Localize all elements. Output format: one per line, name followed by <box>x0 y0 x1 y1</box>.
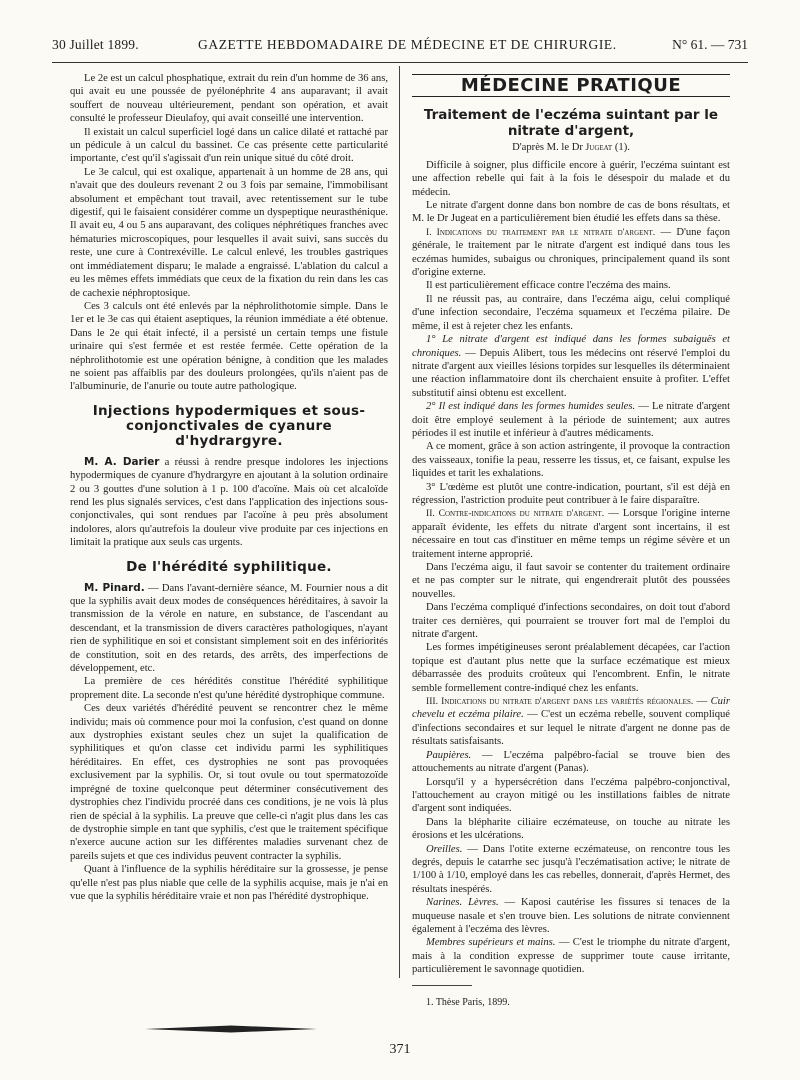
paragraph-text: — Kaposi cautérise les fissures si tenaces de la muqueuse nasale et s'en trouve bien. Les solutions de nitrate conviennent également à l'eczéma des lèvres. <box>412 897 730 935</box>
paragraph: 3° L'œdème est plutôt une contre-indication, pourtant, s'il est déjà en régression, l'astriction produite peut contribuer à le faire disparaître. <box>412 481 730 506</box>
paragraph <box>412 896 730 936</box>
paragraph-text: — Dans l'avant-dernière séance, M. Fournier nous a dit que la syphilis avait deux modes de conséquences héréditaires, à savoir la transmission de la vérole en nature, en substance, de l'ascendant au descendant, et la transmission de divers caractères pathologiques, n'ayant rien de syphilitique en soi et consistant simplement soit en des infériorités de constitution, soit en des retards, des arrêts, des imperfections de développement, etc. <box>70 582 388 675</box>
paragraph-text: — Le nitrate d'argent doit être employé seulement à la période de suintement; aux autres périodes il est inutile et inférieur à d'autres médicaments. <box>412 401 731 439</box>
paragraph-text: — Depuis Alibert, tous les médecins ont réservé l'emploi du nitrate d'argent aux vieilles lésions torpides sur lesquelles ils déterminaient une réaction inflammatoire dont ils cherchaient ensuite à profiter. L'effet substitutif ainsi obtenu est excellent. <box>412 347 730 399</box>
paragraph: Le 3e calcul, qui est oxalique, appartenait à un homme de 28 ans, qui n'avait que des douleurs revenant 2 ou 3 fois par semaine, l'immobilisant absolument et empêchant tout travail, avec retentissement sur le tube digestif, qui le faisaient considérer comme un dyspeptique neurasthénique. Il avait eu, 4 ou 5 ans auparavant, des coliques néphrétiques franches avec hématuries microscopiques, pour lesquelles il avait suivi, sans succès du reste, une cure à Contrexéville. Le calcul enlevé, les troubles gastriques ont immédiatement disparu; le malade a engraissé. L'ablation du calcul a eu les mêmes effets immédiats que ceux de la fixation du rein dans les cas de cachexie néphroptosique. <box>70 166 388 299</box>
paragraph: Dans la blépharite ciliaire eczémateuse, on touche au nitrate les érosions et les ulcérations. <box>412 816 730 842</box>
paragraph-text: — Dans l'otite externe eczémateuse, on rencontre tous les degrés, depuis le catarrhe sec jusqu'à l'eczématisation active; le nitrate de 1/100 à 1/10, employé dans les cas rebelles, donnerait, d'après Hermet, des résultats inespérés. <box>412 843 730 895</box>
rubric-title: MÉDECINE PRATIQUE <box>412 74 730 97</box>
section-title-injections: Injections hypodermiques et sous-conjonctivales de cyanure d'hydrargyre. <box>92 402 366 449</box>
paragraph: Ces 3 calculs ont été enlevés par la néphrolithotomie simple. Dans le 1er et le 3e cas qui étaient aseptiques, la réunion immédiate a été obtenue. Dans le 2e qui était infecté, il a persisté un certain temps une fistule urinaire qui s'est fermée et est restée fermée. Cette opération de la néphrolithotomie est une opération bénigne, à condition que les malades ne soient pas affaiblis par des douleurs prolongées, qu'ils n'aient pas de l'albuminurie, de l'anurie ou toute autre pathologique. <box>70 300 388 393</box>
paragraph <box>412 400 730 440</box>
subheading: II. Contre-indications du nitrate d'argent. <box>426 508 605 520</box>
subheading-region: Cuir chevelu et eczéma pilaire. <box>412 696 730 721</box>
paragraph <box>412 843 730 897</box>
paragraph: Ces deux variétés d'hérédité peuvent se rencontrer chez le même individu; mais où commence pour moi la confusion, c'est quand on donne aux dystrophies existant seules chez un sujet la qualification de syphilitiques et qu'on classe cet individu parmi les syphilitiques héréditaires. En effet, ces dystrophies ne sont pas provoquées exclusivement par la syphilis. Or, si tout ovule ou tout spermatozoïde imprégné de toxine quelconque peut déterminer consécutivement des dystrophies chez l'individu procréé dans ces conditions, je ne vois là plus rien de spécial à la syphilis. La preuve que celle-ci n'agit plus dans les cas de dystrophie simple en tant que syphilis, c'est que le traitement spécifique n'exerce aucune action sur les différentes maladies survenant chez de pareils sujets et que ces individus peuvent contracter la syphilis. <box>70 703 388 862</box>
paragraph: Lorsqu'il y a hypersécrétion dans l'eczéma palpébro-conjonctival, l'attouchement au crayon mitigé ou les instillations faibles de nitrate d'argent sont indiquées. <box>412 776 730 815</box>
article-byline <box>412 141 730 154</box>
paragraph: Quant à l'influence de la syphilis héréditaire sur la grossesse, je pense qu'elle n'est pas plus niable que celle de la syphilis acquise, mais je n'ai en vue que la syphilis héréditaire vraie et non pas l'hérédité dystrophique. <box>70 864 388 902</box>
subheading: III. Indications du nitrate d'argent dans les variétés régionales. <box>426 696 694 708</box>
paragraph: La première de ces hérédités constitue l'hérédité syphilitique proprement dite. La seconde n'est qu'une hérédité dystrophique commune. <box>70 676 388 701</box>
paragraph <box>412 749 730 776</box>
byline-note: (1). <box>612 142 630 154</box>
paragraph: Le 2e est un calcul phosphatique, extrait du rein d'un homme de 36 ans, qui avait eu une poussée de pyélonéphrite 4 ans auparavant; il avait souffert de nouveau ultérieurement, pendant son opération, et avait consulté le professeur Dieulafoy, qui avait conseillé une intervention. <box>70 73 388 125</box>
paragraph <box>412 936 730 976</box>
subheading-region: Narines. Lèvres. <box>426 897 499 909</box>
paragraph: Dans l'eczéma aigu, il faut savoir se contenter du traitement ordinaire et ne pas compter sur le nitrate, qui engendrerait plutôt des poussées nouvelles. <box>412 562 730 600</box>
author-name: M. Pinard. <box>84 581 145 594</box>
paragraph <box>70 582 388 676</box>
paragraph: Le nitrate d'argent donne dans bon nombre de cas de bons résultats, et M. le Dr Jugeat en a particulièrement bien étudié les effets dans sa thèse. <box>412 200 730 225</box>
paragraph-text: — L'eczéma palpébro-facial se trouve bien des attouchements au nitrate d'argent (Panas). <box>412 749 730 775</box>
article-title: Traitement de l'eczéma suintant par le nitrate d'argent, <box>423 107 719 140</box>
paragraph-text: — C'est le triomphe du nitrate d'argent, mais à la condition expresse de supprimer toute cause irritante, particulièrement le savonnage quotidien. <box>412 937 730 976</box>
end-ornament <box>145 1024 317 1034</box>
header-rule <box>52 62 748 63</box>
author-name: M. A. Darier <box>84 455 160 468</box>
paragraph-text: — D'une façon générale, le traitement par le nitrate d'argent est indiqué dans tous les eczémas humides, subaigus ou chroniques, principalement quand ils sont d'origine externe. <box>412 226 730 279</box>
subheading: 2° Il est indiqué dans les formes humides seules. <box>426 401 636 413</box>
right-column <box>412 72 730 1009</box>
header-issue-page: N° 61. — 731 <box>672 37 748 52</box>
paragraph: Les formes impétigineuses seront préalablement décapées, car l'action topique est d'autant plus nette que la surface eczématique est mieux débarrassée des produits croûteux qui l'encombrent. Enfin, le nitrate semble formellement contre-indiqué chez les enfants. <box>412 642 730 694</box>
paragraph <box>412 507 730 561</box>
section-title-heredite: De l'hérédité syphilitique. <box>126 558 332 575</box>
paragraph-text: — C'est un eczéma rebelle, souvent compliqué d'infections secondaires et sur lequel le nitrate d'argent ne donne pas de résultats satisfaisants. <box>412 709 731 748</box>
paragraph <box>412 226 730 280</box>
subheading: 1° Le nitrate d'argent est indiqué dans les formes subaiguës et chroniques. <box>412 334 730 359</box>
paragraph: Dans l'eczéma compliqué d'infections secondaires, on doit tout d'abord traiter ces dernières, qui pourraient se trouver fort mal de l'emploi du nitrate d'argent. <box>412 602 730 641</box>
page-number: 371 <box>389 1042 411 1057</box>
paragraph: Difficile à soigner, plus difficile encore à guérir, l'eczéma suintant est une affection rebelle qui fait à la fois le désespoir du malade et du médecin. <box>412 159 730 198</box>
paragraph: Il est particulièrement efficace contre l'eczéma des mains. <box>426 280 671 292</box>
paragraph-text: a réussi à rendre presque indolores les injections hypodermiques de cyanure d'hydrargyre en ajoutant à la solution ordinaire 2 ou 3 gouttes d'une solution à 1 p. 100 d'acoïne. Mais où cet alcaloïde rend les plus signalés services, c'est dans l'application des injections sous-conjonctivales, qui sont rendues par l'acoïne à peu près absolument indolores, alors qu'autrefois la douleur vive produite par ces injections en limitait la pratique aux seuls cas urgents. <box>70 456 388 549</box>
paragraph: Il existait un calcul superficiel logé dans un calice dilaté et rattaché par un pédicule à un calcul du bassinet. Ce cas présente cette particularité importante, c'est qu'il s'agissait d'un rein unique situé du côté droit. <box>70 126 388 165</box>
paragraph <box>70 456 388 550</box>
subheading-region: Membres supérieurs et mains. <box>426 937 556 949</box>
byline-author: Jugeat <box>585 142 613 154</box>
paragraph <box>412 333 730 400</box>
subheading-region: Oreilles. <box>426 843 463 855</box>
column-divider <box>399 66 400 978</box>
header-journal-title: GAZETTE HEBDOMADAIRE DE MÉDECINE ET DE CHIRURGIE. <box>198 37 617 52</box>
subheading: I. Indications du traitement par le nitrate d'argent. <box>426 226 656 238</box>
paragraph: A ce moment, grâce à son action astringente, il provoque la contraction des vaisseaux, tonifie la peau, resserre les tissus, et, ce faisant, expulse les liquides et tarit les exhalations. <box>412 441 730 480</box>
paragraph-text: — Lorsque l'origine interne apparaît évidente, les effets du nitrate d'argent sont incertains, il est nécessaire en tout cas d'instituer en même temps un régime sévère et un traitement interne approprié. <box>412 508 730 560</box>
header-date: 30 Juillet 1899. <box>52 37 139 52</box>
left-column <box>70 72 388 903</box>
byline-text: D'après M. le Dr <box>512 142 586 154</box>
subheading-region: Paupières. <box>426 749 472 761</box>
paragraph: Il ne réussit pas, au contraire, dans l'eczéma aigu, celui compliqué d'une infection secondaire, l'eczéma squameux et l'eczéma pilaire. De même, il est à rejeter chez les enfants. <box>412 293 730 332</box>
paragraph: III. Indications du nitrate d'argent dans les variétés régionales. — Cuir chevelu et eczéma pilaire. — C'est un eczéma rebelle, souvent compliqué d'infections secondaires et sur lequel le nitrate d'argent ne donne pas de résultats satisfaisants. <box>412 696 731 748</box>
running-header <box>52 37 748 61</box>
footnote-rule <box>412 985 472 986</box>
footnote: 1. Thèse Paris, 1899. <box>426 996 510 1008</box>
